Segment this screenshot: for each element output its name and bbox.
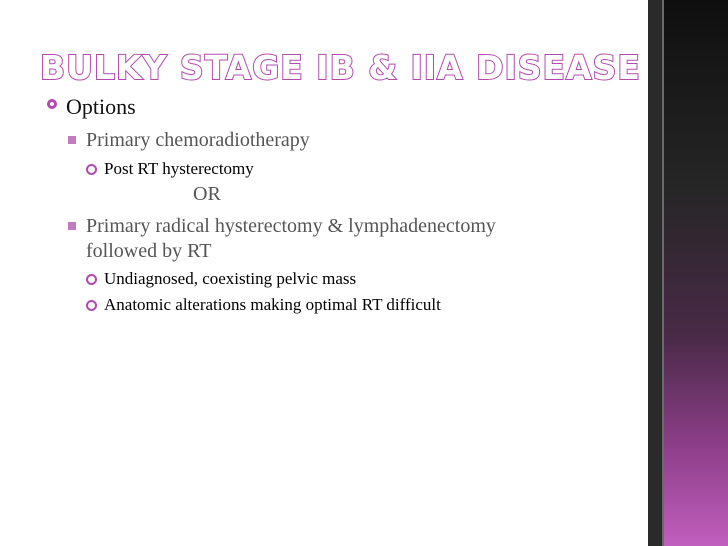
side-band-stripe (662, 0, 664, 546)
bullet-options: Options (66, 94, 136, 119)
text-or: OR (193, 183, 221, 205)
slide-title: BULKY STAGE IB & IIA DISEASE (40, 48, 641, 87)
decorative-side-band (648, 0, 728, 546)
bullet-anatomic-alterations: Anatomic alterations making optimal RT difficult (104, 295, 441, 314)
bullet-primary-radical-line2: followed by RT (86, 240, 212, 262)
bullet-primary-chemoradiotherapy: Primary chemoradiotherapy (86, 129, 310, 151)
bullet-post-rt-hysterectomy: Post RT hysterectomy (104, 159, 254, 178)
ring-bullet-icon (86, 274, 97, 285)
bullet-undiagnosed-mass: Undiagnosed, coexisting pelvic mass (104, 269, 357, 288)
ring-bullet-icon (86, 164, 97, 175)
ring-bullet-icon (86, 300, 97, 311)
ring-bullet-icon (47, 99, 57, 109)
bullet-primary-radical-line1: Primary radical hysterectomy & lymphadenectomy (86, 215, 496, 237)
square-bullet-icon (68, 222, 76, 230)
square-bullet-icon (68, 136, 76, 144)
